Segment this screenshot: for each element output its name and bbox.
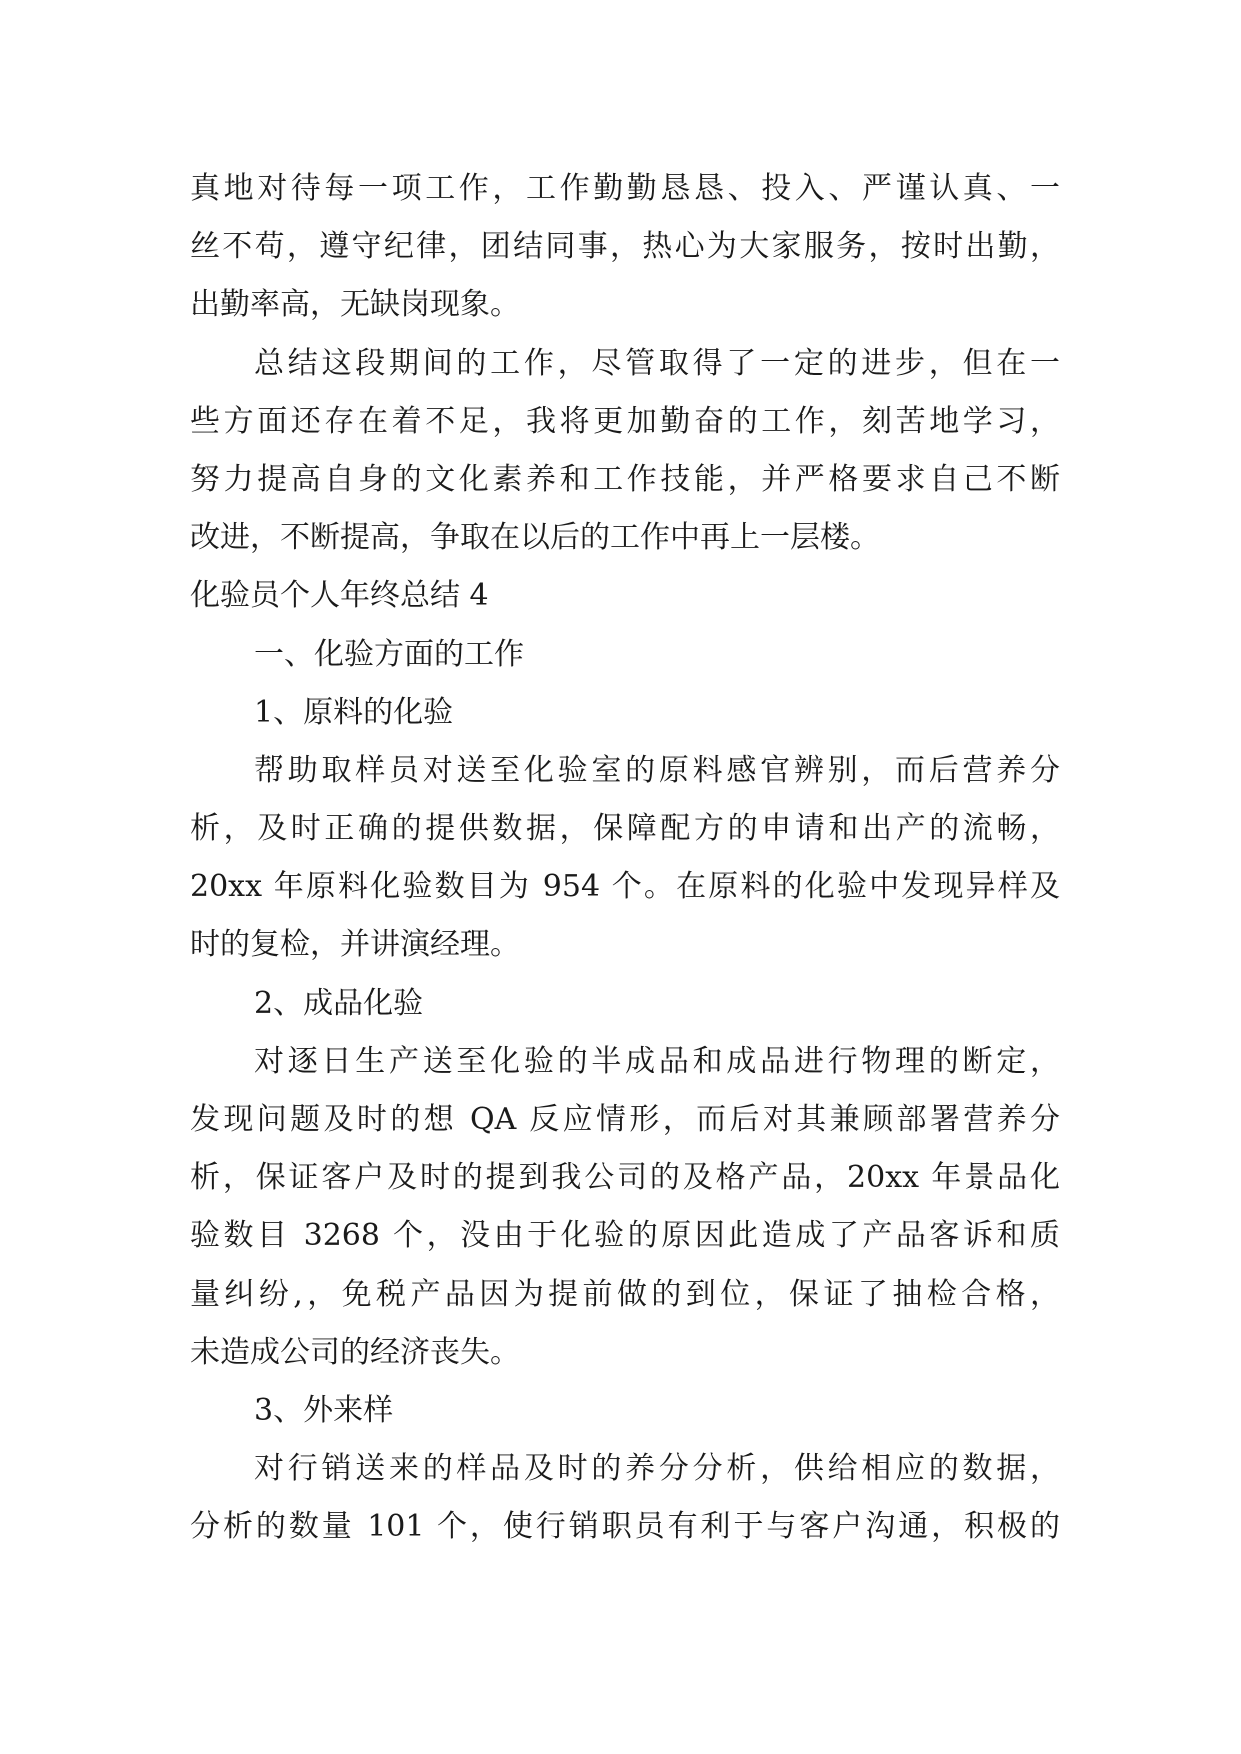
text-line: 发现问题及时的想 QA 反应情形，而后对其兼顾部署营养分 [190, 1102, 1060, 1137]
item-heading: 1、原料的化验 [254, 694, 454, 730]
text-line: 20xx 年原料化验数目为 954 个。在原料的化验中发现异样及 [190, 869, 1060, 905]
text-line: 析，保证客户及时的提到我公司的及格产品，20xx 年景品化 [190, 1160, 1060, 1196]
text-line: 丝不苟，遵守纪律，团结同事，热心为大家服务，按时出勤， [190, 229, 1060, 265]
text-line: 时的复检，并讲演经理。 [190, 927, 520, 963]
text-line: 出勤率高，无缺岗现象。 [190, 287, 520, 323]
paragraph-start: 对逐日生产送至化验的半成品和成品进行物理的断定， [254, 1043, 1060, 1079]
document-body [190, 160, 1060, 1557]
text-line: 努力提高自身的文化素养和工作技能，并严格要求自己不断 [190, 461, 1060, 497]
paragraph-start: 总结这段期间的工作，尽管取得了一定的进步，但在一 [254, 345, 1060, 381]
paragraph-start: 对行销送来的样品及时的养分分析，供给相应的数据， [254, 1451, 1060, 1487]
subsection-heading: 一、化验方面的工作 [254, 636, 524, 672]
text-line: 些方面还存在着不足，我将更加勤奋的工作，刻苦地学习， [190, 403, 1060, 439]
item-heading: 2、成品化验 [254, 985, 424, 1021]
item-heading: 3、外来样 [254, 1392, 394, 1428]
text-line: 验数目 3268 个，没由于化验的原因此造成了产品客诉和质 [190, 1218, 1060, 1254]
text-line: 真地对待每一项工作，工作勤勤恳恳、投入、严谨认真、一 [190, 171, 1060, 206]
text-line: 未造成公司的经济丧失。 [190, 1334, 520, 1370]
text-line: 量纠纷,，免税产品因为提前做的到位，保证了抽检合格， [190, 1276, 1060, 1312]
text-line: 改进，不断提高，争取在以后的工作中再上一层楼。 [190, 520, 880, 556]
section-title: 化验员个人年终总结 4 [190, 578, 489, 614]
text-line: 分析的数量 101 个，使行销职员有利于与客户沟通，积极的 [190, 1509, 1060, 1545]
paragraph-start: 帮助取样员对送至化验室的原料感官辨别，而后营养分 [254, 752, 1060, 788]
text-line: 析，及时正确的提供数据，保障配方的申请和出产的流畅， [190, 811, 1060, 847]
